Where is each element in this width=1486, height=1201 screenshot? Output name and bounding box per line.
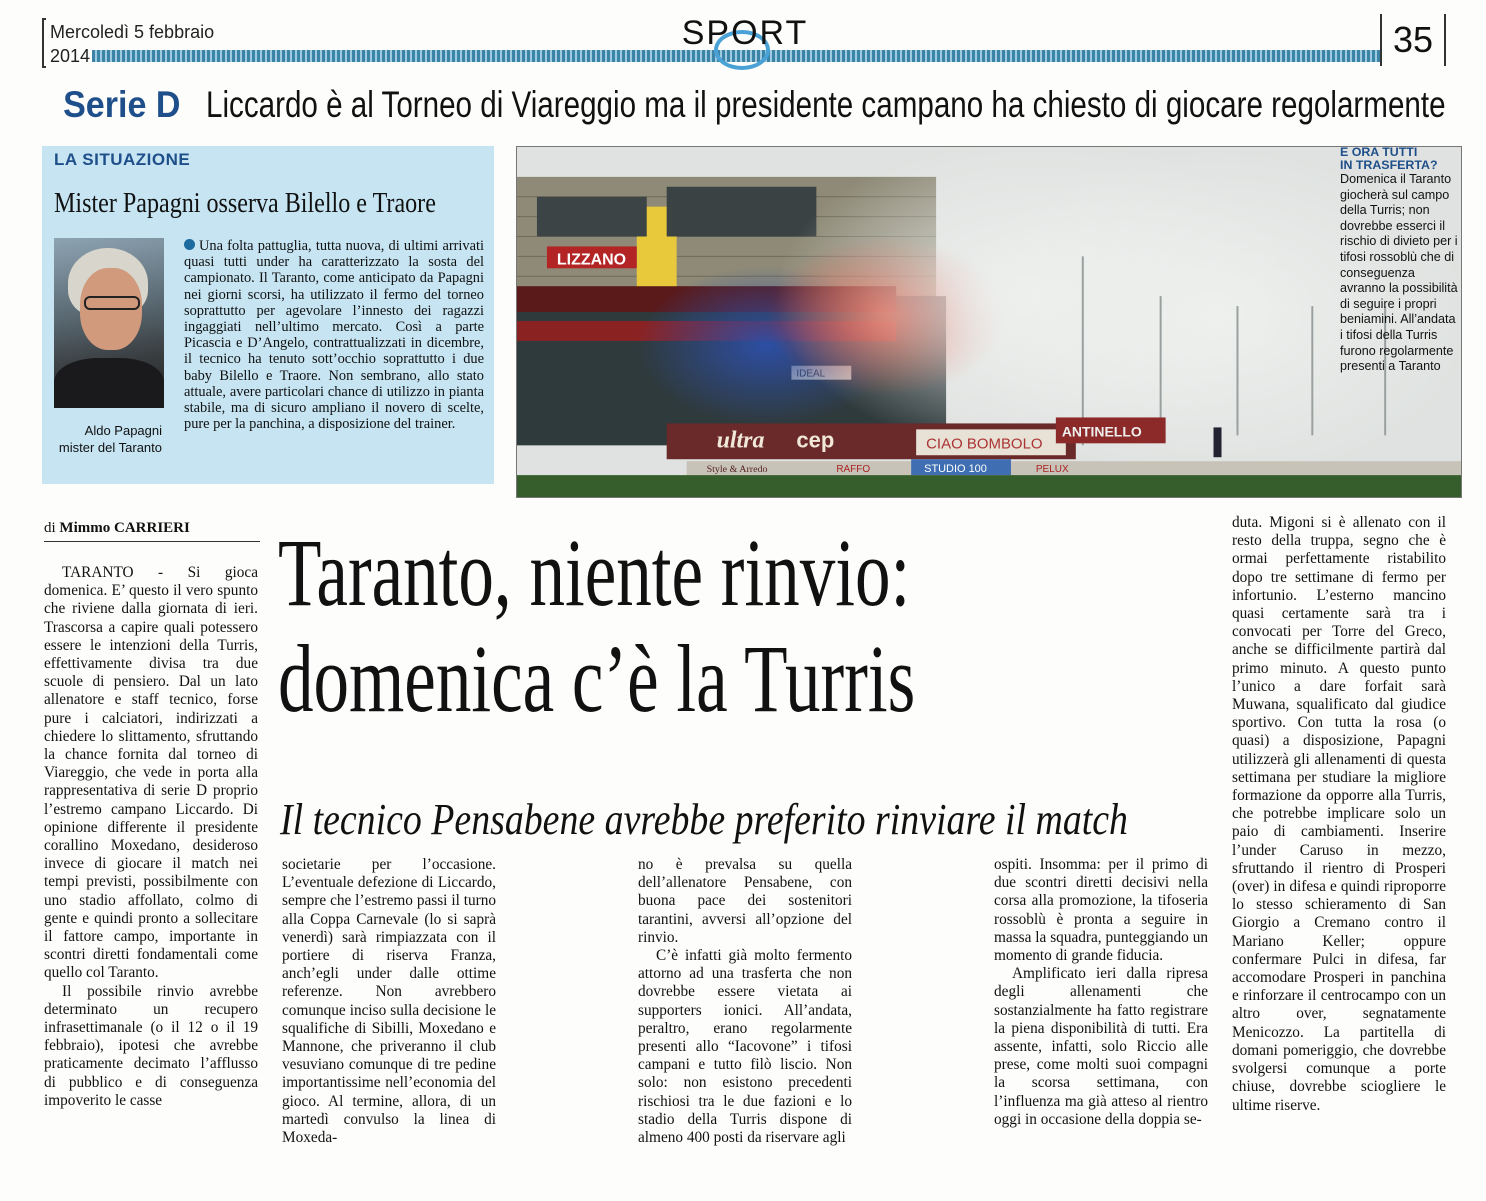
sidebar-label-line1: E ORA TUTTI	[1340, 145, 1418, 159]
sidebar-label-line2: IN TRASFERTA?	[1340, 158, 1438, 172]
paragraph: C’è infatti già molto fermento attorno ad una trasferta che non dovrebbe essere vietata ai supporters ionici. All’andata, peraltro, erano regolarmente presenti allo “Iacovone” i tifosi campani e tutto filò liscio. Non solo: non esistono precedenti rischiosi tra le due fazioni e lo stadio della Turris dispone di almeno 400 posti da riservare agli	[638, 947, 852, 1147]
sidebar-text: Domenica il Taranto giocherà sul campo della Turris; non dovrebbe esserci il rischio di divieto per i tifosi rossoblù che di conseguenza avranno la possibilità di seguire i propri beniamini. All’andata i tifosi della Turris furono regolarmente presenti a Taranto	[1340, 172, 1458, 374]
headline-line2: domenica c’è la Turris	[278, 625, 916, 732]
headline	[278, 520, 974, 732]
coach-portrait	[54, 238, 164, 408]
paragraph: duta. Migoni si è allenato con il resto della truppa, segno che è ormai perfettamente ristabilito dopo tre settimane di fermo per infortunio. L’esterno mancino quasi certamente sarà tra i convocati per Torre del Greco, anche se difficilmente partirà dal primo minuto. A questo punto l’unico a dare forfait sarà Muwana, squalificato dal giudice sportivo. Con tutta la rosa (o quasi) a disposizione, Papagni utilizzerà gli allenamenti di questa settimana per studiare la migliore formazione da opporre alla Turris, che potrebbe implicare solo un paio di cambiamenti. Inserire l’under Caruso in mezzo, sfruttando il rientro di Prosperi (over) in difesa e quindi riproporre lo stesso schieramento di San Giorgio a Cremano contro il Mariano Keller; oppure confermare Pulci in difesa, far accomodare Prosperi in panchina e rinforzare il centrocampo con un altro over, segnatamente Menicozzo. La partitella di domani pomeriggio, che dovrebbe svolgersi comunque a porte chiuse, dovrebbe sciogliere le ultime riserve.	[1232, 514, 1446, 1114]
article-column-3	[638, 856, 852, 1147]
banner-ultra: ultra	[716, 427, 765, 454]
portrait-caption	[42, 422, 162, 456]
banner-lizzano: LIZZANO	[556, 251, 627, 269]
paragraph: Il possibile rinvio avrebbe determinato un recupero infrasettimanale (o il 12 o il 19 febbraio), ipotesi che avrebbe praticamente decimato l’afflusso di pubblico e di conseguenza impoverito le casse	[44, 982, 258, 1109]
paragraph: TARANTO - Si gioca domenica. E’ questo il vero spunto che riviene dalla giornata di ieri. Trascorsa a capire quali potessero essere le intenzioni della Turris, effettivamente divisa tra due scuole di pensiero. Dal un lato allenatore e staff tecnico, forse pure i calciatori, indirizzati a chiedere lo slittamento, sfruttando la chance fornita dal torneo di Viareggio, che vede in porta alla rappresentativa di serie D proprio l’estremo campano Liccardo. Di opinione differente il presidente corallino Moxedano, desideroso invece di giocare il match nei tempi previsti, possibilmente con uno stadio affollato, colmo di gente e quindi pronto a sollecitare il fattore campo, importante in scontri diretti fondamentali come quello col Taranto.	[44, 564, 258, 982]
article-column-2	[282, 856, 496, 1147]
situation-body-text: Una folta pattuglia, tutta nuova, di ultimi arrivati quasi tutti under ha caratterizzato la sosta del campionato. Il Taranto, come anticipato da Papagni nei giorni scorsi, ha utilizzato il fermo del torneo soprattutto per agevolare l’innesto dei ragazzi ingaggiati nell’ultimo mercato. Così a parte Picascia e D’Angelo, contrattualizzati in dicembre, il tecnico ha tenuto sott’occhio soprattutto i due baby Bilello e Traore. Non sembrano, allo stato attuale, avere particolari chance di utilizzo in pianta stabile, ma di sicuro ampliano il novero di scelte, pure per la panchina, a disposizione del trainer.	[184, 238, 484, 433]
bullet-dot-icon	[184, 239, 195, 250]
situation-label: LA SITUAZIONE	[54, 150, 191, 169]
kicker-line	[58, 80, 1486, 130]
byline-prefix: di	[44, 520, 56, 536]
section-title: SPORT	[681, 14, 809, 52]
paragraph: societarie per l’occasione. L’eventuale defezione di Liccardo, sempre che l’estremo passi il turno alla Coppa Carnevale (lo si saprà venerdì) sarà rimpiazzata con il portiere di riserva Franza, anch’egli under dalle ottime referenze. Non avrebbero comunque inciso sulla decisione le squalifiche di Sibilli, Moxedano e Mannone, che priveranno il club vesuviano comunque di tre pedine importantissime nell’economia del gioco. Al termine, allora, di un martedì convulso la linea di Moxeda-	[282, 856, 496, 1147]
headline-line1: Taranto, niente rinvio:	[278, 519, 911, 626]
paragraph: Amplificato ieri dalla ripresa degli allenamenti che sostanzialmente ha fatto registrare la piena disponibilità di tutti. Era assente, infatti, solo Riccio alle prese, come molti suoi compagni la scorsa settimana, con l’influenza ma già atteso al rientro oggi in occasione della doppia se-	[994, 965, 1208, 1128]
article-column-1	[44, 564, 258, 1110]
banner-studio100: STUDIO 100	[924, 463, 987, 476]
issue-date-text: Mercoledì 5 febbraio	[50, 22, 215, 42]
banner-raffo: RAFFO	[836, 464, 871, 476]
kicker-label: Serie D	[63, 84, 181, 125]
banner-ciao-bombolo: CIAO BOMBOLO	[926, 435, 1043, 453]
caption-role: mister del Taranto	[58, 440, 162, 455]
subheadline: Il tecnico Pensabene avrebbe preferito rinviare il match	[280, 795, 1128, 844]
banner-cep: cep	[796, 427, 835, 453]
sidebar-note	[1340, 146, 1460, 375]
byline	[44, 520, 190, 537]
paragraph: ospiti. Insomma: per il primo di due scontri diretti decisivi nella corsa alla promozione, la tifoseria rossoblù è pronta a seguire in massa la squadra, punteggiando un momento di grande fiducia.	[994, 856, 1208, 965]
article-column-4	[994, 856, 1208, 1129]
paragraph: no è prevalsa su quella dell’allenatore Pensabene, con buona pace dei sostenitori tarantini, avversi all’opzione del rinvio.	[638, 856, 852, 946]
page-number: 35	[1380, 14, 1446, 66]
kicker-text: Liccardo è al Torneo di Viareggio ma il presidente campano ha chiesto di giocare regolarmente	[205, 84, 1446, 125]
caption-name: Aldo Papagni	[84, 423, 162, 438]
banner-style-arredo: Style & Arredo	[706, 464, 768, 476]
header-bracket	[42, 18, 46, 68]
byline-author: Mimmo CARRIERI	[59, 520, 190, 536]
situation-box	[42, 146, 494, 484]
byline-rule	[44, 541, 260, 542]
banner-pelux: PELUX	[1035, 464, 1069, 476]
banner-antinello: ANTINELLO	[1061, 423, 1142, 440]
article-column-5	[1232, 514, 1446, 1115]
situation-title: Mister Papagni osserva Bilello e Traore	[54, 188, 436, 219]
situation-body	[184, 238, 484, 432]
stadium-photo	[516, 146, 1462, 498]
issue-year-text: 2014	[50, 46, 91, 66]
